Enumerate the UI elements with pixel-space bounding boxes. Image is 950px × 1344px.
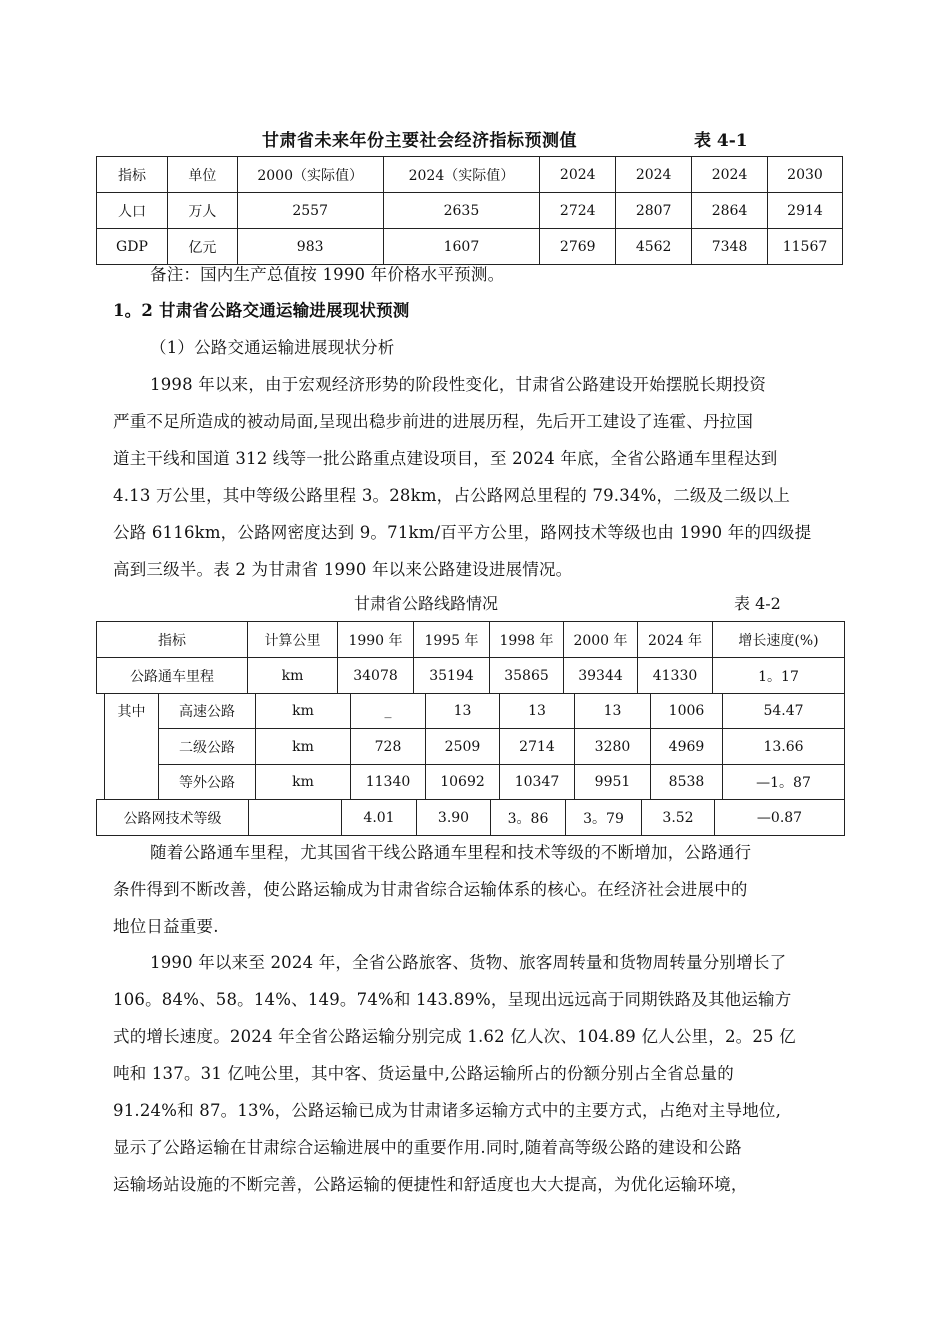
paragraph-line: 随着公路通车里程，尤其国省干线公路通车里程和技术等级的不断增加，公路通行 [150, 843, 752, 862]
table-cell: 2509 [425, 728, 500, 765]
table-cell: —1。87 [722, 764, 845, 800]
table1-note: 备注：国内生产总值按 1990 年价格水平预测。 [150, 265, 505, 284]
table-cell: 1607 [383, 229, 540, 265]
table-cell: 2807 [616, 193, 692, 229]
table-cell: 2724 [540, 193, 616, 229]
table-cell [248, 799, 342, 836]
sub-heading: （1）公路交通运输进展现状分析 [150, 338, 395, 357]
table-cell: 1006 [650, 693, 723, 729]
table-cell: 2557 [237, 193, 383, 229]
table-cell: 3280 [574, 728, 651, 765]
table-cell: —0.87 [714, 799, 845, 836]
paragraph-line: 严重不足所造成的被动局面,呈现出稳步前进的进展历程，先后开工建设了连霍、丹拉国 [113, 412, 754, 431]
table2-header: 增长速度(%) [712, 621, 845, 658]
table-cell: _ [350, 693, 426, 729]
table2-header: 指标 [96, 621, 248, 658]
table-cell: km [247, 657, 338, 694]
table-cell: 人口 [97, 193, 168, 229]
paragraph-line: 106。84%、58。14%、149。74%和 143.89%，呈现出远远高于同期铁路及其他运输方 [113, 990, 792, 1009]
table-cell: 二级公路 [158, 728, 256, 765]
table-cell: 10347 [499, 764, 575, 800]
table2-header: 1990 年 [337, 621, 414, 658]
table-cell: 高速公路 [158, 693, 256, 729]
paragraph-line: 式的增长速度。2024 年全省公路运输分别完成 1.62 亿人次、104.89 亿人公里，2。25 亿 [113, 1027, 796, 1046]
table-cell: 2864 [692, 193, 768, 229]
table-cell: 41330 [637, 657, 713, 694]
paragraph-line: 吨和 137。31 亿吨公里，其中客、货运量中,公路运输所占的份额分别占全省总量的 [113, 1064, 734, 1083]
table-cell: 等外公路 [158, 764, 256, 800]
table-cell: 10692 [425, 764, 500, 800]
table1-number: 表 4-1 [694, 131, 748, 151]
paragraph-line: 1998 年以来，由于宏观经济形势的阶段性变化，甘肃省公路建设开始摆脱长期投资 [150, 375, 767, 394]
table-cell: 13 [425, 693, 500, 729]
paragraph-line: 地位日益重要. [113, 917, 219, 936]
table-cell: km [255, 693, 351, 729]
table-cell: 3。79 [565, 799, 642, 836]
table2-group-label: 其中 [104, 693, 159, 800]
table1-header: 2024 [616, 157, 692, 193]
table-cell: GDP [97, 229, 168, 265]
table-cell: 54.47 [722, 693, 845, 729]
table1-header: 指标 [97, 157, 168, 193]
paragraph-line: 显示了公路运输在甘肃综合运输进展中的重要作用.同时,随着高等级公路的建设和公路 [113, 1138, 742, 1157]
table1-header-row [97, 157, 843, 193]
table-cell: km [255, 728, 351, 765]
table-cell: 公路通车里程 [96, 657, 248, 694]
paragraph-line: 1990 年以来至 2024 年，全省公路旅客、货物、旅客周转量和货物周转量分别增长了 [150, 953, 787, 972]
table-cell: 34078 [337, 657, 414, 694]
section-heading: 1。2 甘肃省公路交通运输进展现状预测 [113, 301, 410, 320]
table-cell: 13 [574, 693, 651, 729]
table-cell: 2914 [768, 193, 843, 229]
table-cell: 9951 [574, 764, 651, 800]
table1-header: 2030 [768, 157, 843, 193]
table-cell: km [255, 764, 351, 800]
table1-header: 2024（实际值） [383, 157, 540, 193]
paragraph-line: 运输场站设施的不断完善，公路运输的便捷性和舒适度也大大提高，为优化运输环境， [113, 1175, 748, 1194]
table2-header: 2000 年 [563, 621, 638, 658]
table2-header: 1995 年 [413, 621, 490, 658]
table-cell: 亿元 [167, 229, 237, 265]
paragraph-line: 91.24%和 87。13%，公路运输已成为甘肃诸多运输方式中的主要方式，占绝对主导地位, [113, 1101, 782, 1120]
table1-header: 2024 [540, 157, 616, 193]
table-cell: 13 [499, 693, 575, 729]
table-cell: 万人 [167, 193, 237, 229]
paragraph-line: 公路 6116km，公路网密度达到 9。71km/百平方公里，路网技术等级也由 1990 年的四级提 [113, 523, 812, 542]
table-cell: 4.01 [341, 799, 417, 836]
paragraph-line: 道主干线和国道 312 线等一批公路重点建设项目，至 2024 年底，全省公路通车里程达到 [113, 449, 778, 468]
table-row [97, 193, 843, 229]
table2-header: 1998 年 [489, 621, 564, 658]
table-cell: 3.90 [416, 799, 491, 836]
table1-header: 2024 [692, 157, 768, 193]
table-cell: 11340 [350, 764, 426, 800]
paragraph-line: 高到三级半。表 2 为甘肃省 1990 年以来公路建设进展情况。 [113, 560, 573, 579]
table1-header: 2000（实际值） [237, 157, 383, 193]
table-cell: 2635 [383, 193, 540, 229]
table-cell: 7348 [692, 229, 768, 265]
table2-number: 表 4-2 [734, 594, 781, 613]
table1-header: 单位 [167, 157, 237, 193]
paragraph-line: 4.13 万公里，其中等级公路里程 3。28km，占公路网总里程的 79.34%，二级及二级以上 [113, 486, 791, 505]
table2-header: 2024 年 [637, 621, 713, 658]
table-cell: 35194 [413, 657, 490, 694]
table-cell: 3。86 [490, 799, 566, 836]
table-cell: 2714 [499, 728, 575, 765]
table1 [96, 156, 843, 265]
table2-title: 甘肃省公路线路情况 [354, 594, 499, 613]
table1-title: 甘肃省未来年份主要社会经济指标预测值 [262, 131, 577, 151]
table-cell: 公路网技术等级 [96, 799, 249, 836]
table-cell: 1。17 [712, 657, 845, 694]
table-cell: 13.66 [722, 728, 845, 765]
table-cell: 4562 [616, 229, 692, 265]
paragraph-line: 条件得到不断改善，使公路运输成为甘肃省综合运输体系的核心。在经济社会进展中的 [113, 880, 748, 899]
table-cell: 2769 [540, 229, 616, 265]
table-cell: 11567 [768, 229, 843, 265]
table-cell: 728 [350, 728, 426, 765]
table-cell: 35865 [489, 657, 564, 694]
table-cell: 3.52 [641, 799, 715, 836]
table2-header: 计算公里 [247, 621, 338, 658]
table-cell: 983 [237, 229, 383, 265]
table-cell: 4969 [650, 728, 723, 765]
table-cell: 8538 [650, 764, 723, 800]
table-cell: 39344 [563, 657, 638, 694]
